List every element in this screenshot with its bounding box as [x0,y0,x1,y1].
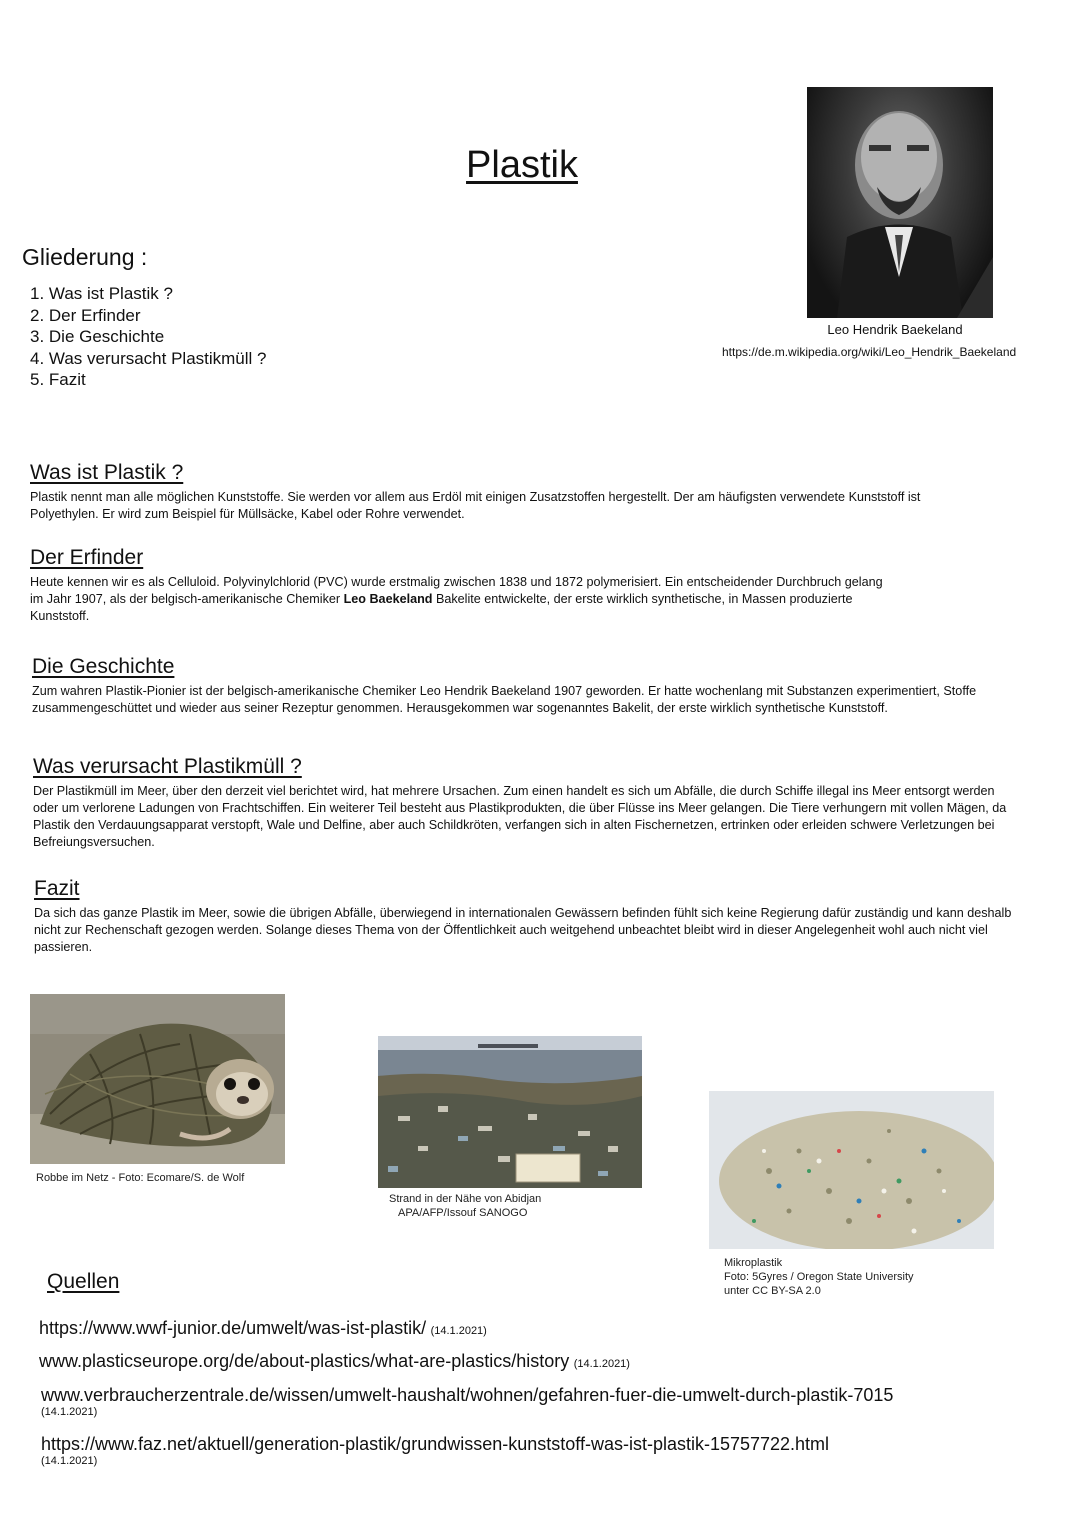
outline-list [30,283,267,391]
section-heading: Was ist Plastik ? [30,461,184,484]
beach-photo [378,1036,642,1188]
section-what-is-plastic [30,461,1040,523]
portrait-source: https://de.m.wikipedia.org/wiki/Leo_Hendrik_Baekeland [722,345,1017,359]
source-link[interactable]: www.plasticseurope.org/de/about-plastics/what-are-plastics/history [39,1351,570,1371]
source-date: (14.1.2021) [41,1406,98,1418]
outline-item: 1. Was ist Plastik ? [30,284,173,303]
outline-heading: Gliederung : [22,244,148,270]
source-item [41,1434,829,1467]
section-text: Da sich das ganze Plastik im Meer, sowie die übrigen Abfälle, überwiegend in internationalen Gewässern befinden fühlt sich keine Regierung dafür zuständig und kann deshalb nicht zur Rechenschaft gezogen werden. Solange dieses Thema von der Öffentlichkeit auch weitgehend unbeachtet bleibt wird in dieser Angelegenheit wohl auch nicht viel passieren. [34,906,1012,954]
section-causes [33,755,1043,851]
source-date: (14.1.2021) [573,1358,630,1370]
outline-item: 4. Was verursacht Plastikmüll ? [30,348,267,368]
source-item [39,1318,487,1339]
section-history [32,655,1042,717]
microplastic-photo [709,1091,994,1249]
beach-caption-location: Strand in der Nähe von Abidjan [389,1193,542,1205]
source-item [39,1351,630,1372]
source-link[interactable]: www.verbraucherzentrale.de/wissen/umwelt-haushalt/wohnen/gefahren-fuer-die-umwelt-durch-plastik-7015 [41,1385,894,1405]
outline-item: 2. Der Erfinder [30,305,141,325]
source-link[interactable]: https://www.wwf-junior.de/umwelt/was-ist-plastik/ [39,1318,427,1338]
beach-caption-credit: APA/AFP/Issouf SANOGO [398,1207,528,1219]
section-heading: Was verursacht Plastikmüll ? [33,755,302,778]
source-item [41,1385,893,1418]
microplastic-caption-title: Mikroplastik [724,1257,783,1269]
section-heading: Der Erfinder [30,546,144,569]
section-heading: Die Geschichte [32,655,175,678]
source-date: (14.1.2021) [41,1455,98,1467]
microplastic-caption-license: unter CC BY-SA 2.0 [724,1285,821,1297]
outline-item: 5. Fazit [30,370,86,389]
section-text: Plastik nennt man alle möglichen Kunststoffe. Sie werden vor allem aus Erdöl mit einigen Zusatzstoffen hergestellt. Der am häufigsten verwendete Kunststoff ist Polyethylen. Er wird zum Beispiel für Müllsäcke, Kabel oder Rohre verwendet. [30,490,921,521]
seal-caption: Robbe im Netz - Foto: Ecomare/S. de Wolf [36,1172,245,1184]
section-text: Heute kennen wir es als Celluloid. Polyvinylchlorid (PVC) wurde erstmalig zwischen 1838 und 1872 polymerisiert. Ein entscheidender Durchbruch gelang im Jahr 1907, als der belgisch-amerikanische Chemiker Leo Baekeland Bakelite entwickelte, der erste wirklich synthetische, in Massen produzierte Kunststoff. [30,575,883,623]
portrait-caption: Leo Hendrik Baekeland [827,322,963,337]
section-conclusion [34,877,1044,956]
section-text: Zum wahren Plastik-Pionier ist der belgisch-amerikanische Chemiker Leo Hendrik Baekeland 1907 geworden. Er hatte wochenlang mit Substanzen experimentiert, Stoffe zusammengeschüttet und wieder aus seiner Rezeptur genommen. Herausgekommen war sogenanntes Bakelit, der erste wirklich synthetische Kunststoff. [32,684,977,715]
inventor-name: Leo Baekeland [343,592,433,606]
seal-photo [30,994,285,1164]
source-link[interactable]: https://www.faz.net/aktuell/generation-plastik/grundwissen-kunststoff-was-ist-plastik-15757722.html [41,1434,830,1454]
section-inventor [30,546,1040,625]
sources-heading: Quellen [47,1270,120,1293]
portrait-photo [807,87,993,318]
page-title: Plastik [466,144,578,186]
microplastic-caption-credit: Foto: 5Gyres / Oregon State University [724,1271,914,1283]
section-text: Der Plastikmüll im Meer, über den derzeit viel berichtet wird, hat mehrere Ursachen. Zum einen handelt es sich um Abfälle, die durch Schiffe illegal ins Meer entsorgt werden oder um verlorene Ladungen von Frachtschiffen. Ein weiterer Teil besteht aus Plastikprodukten, die über Flüsse ins Meer gelangen. Die Tiere verhungern mit vollen Mägen, da Plastik den Verdauungsapparat verstopft, Wale und Delfine, aber auch Schildkröten, verfangen sich in alten Fischernetzen, ertrinken oder erleiden schwere Verletzungen bei Befreiungsversuchen. [33,784,1007,849]
section-heading: Fazit [34,877,80,900]
source-date: (14.1.2021) [430,1325,487,1337]
outline-item: 3. Die Geschichte [30,327,165,346]
